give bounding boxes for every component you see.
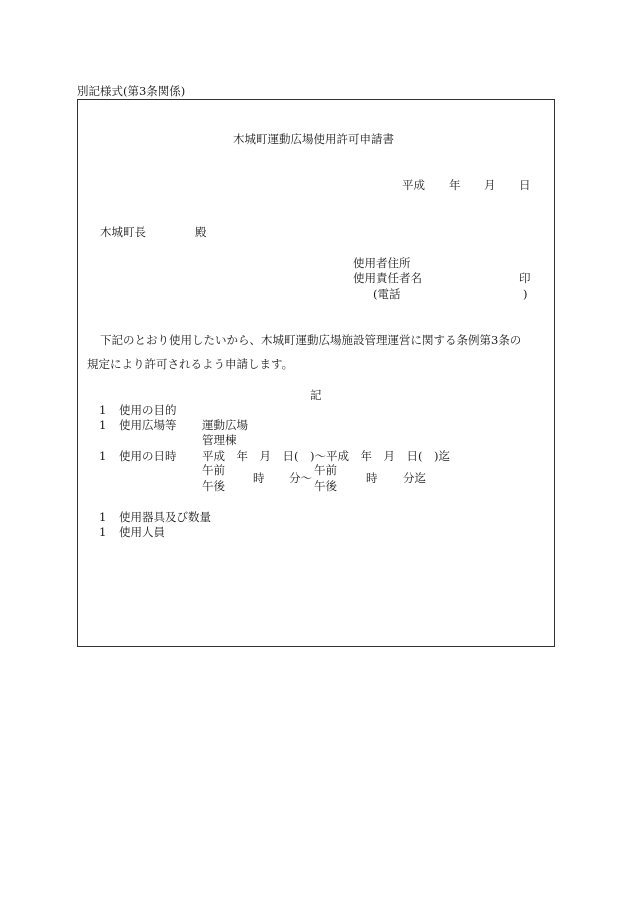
body-line-2: 規定により許可されるよう申請します。 <box>87 357 294 371</box>
facility-option-ground: 運動広場 <box>202 418 248 432</box>
date-month: 月 <box>484 178 496 192</box>
datetime-minute-to: 分～ <box>289 471 312 485</box>
item-purpose-label: 使用の目的 <box>119 403 177 417</box>
datetime-pm-end: 午後 <box>314 479 337 493</box>
form-title: 木城町運動広場使用許可申請書 <box>233 132 394 146</box>
facility-option-building: 管理棟 <box>202 433 237 447</box>
date-era: 平成 <box>402 178 425 192</box>
datetime-hour-end: 時 <box>366 471 378 485</box>
applicant-phone-label: (電話 <box>373 287 401 301</box>
item-datetime-number: 1 <box>99 449 107 463</box>
date-year: 年 <box>449 178 461 192</box>
datetime-pm: 午後 <box>202 479 225 493</box>
item-facility-number: 1 <box>99 418 107 432</box>
datetime-am-end: 午前 <box>314 463 337 477</box>
addressee-honorific: 殿 <box>195 225 207 239</box>
applicant-responsible-label: 使用責任者名 <box>353 271 422 285</box>
body-line-1: 下記のとおり使用したいから、木城町運動広場施設管理運営に関する条例第3条の <box>100 333 522 347</box>
item-datetime-label: 使用の日時 <box>119 449 177 463</box>
datetime-minute-end: 分迄 <box>403 471 426 485</box>
addressee-name: 木城町長 <box>100 225 146 239</box>
item-equipment-number: 1 <box>99 510 107 524</box>
item-equipment-label: 使用器具及び数量 <box>119 510 211 524</box>
applicant-phone-close: ) <box>523 287 528 301</box>
seal-mark: 印 <box>519 271 531 285</box>
item-people-label: 使用人員 <box>119 525 165 539</box>
item-facility-label: 使用広場等 <box>119 418 177 432</box>
date-day: 日 <box>519 178 531 192</box>
form-label: 別記様式(第3条関係) <box>77 84 186 98</box>
datetime-hour: 時 <box>253 471 265 485</box>
datetime-date-range: 平成 年 月 日( )～平成 年 月 日( )迄 <box>202 449 450 463</box>
ki-heading: 記 <box>310 388 322 402</box>
item-people-number: 1 <box>99 525 107 539</box>
applicant-address-label: 使用者住所 <box>353 256 411 270</box>
item-purpose-number: 1 <box>99 403 107 417</box>
datetime-am: 午前 <box>202 463 225 477</box>
